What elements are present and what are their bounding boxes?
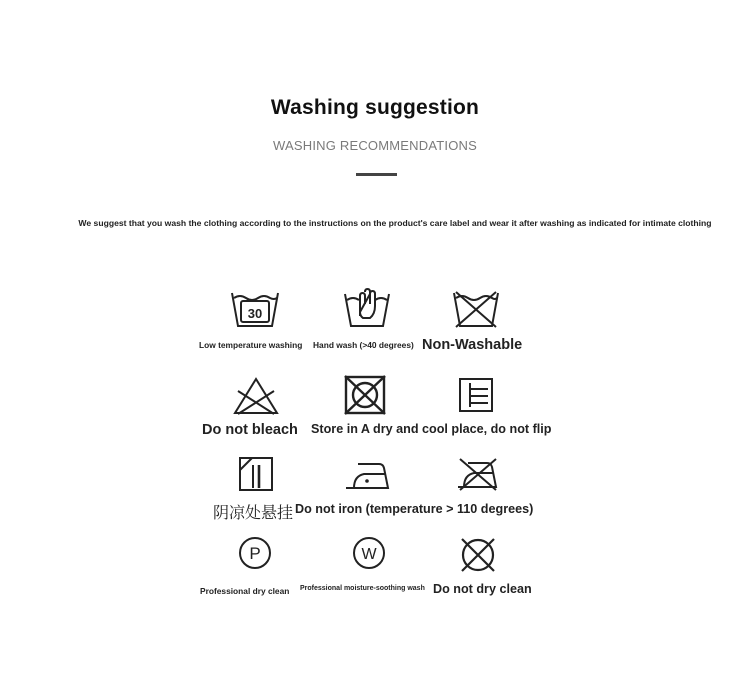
care-label: Professional moisture-soothing wash [300, 585, 425, 592]
title-divider [356, 173, 397, 176]
iron-low-icon [344, 462, 390, 490]
do-not-dry-clean-icon [458, 537, 498, 573]
care-label: Do not bleach [202, 422, 298, 438]
washtub-30-icon [230, 290, 280, 328]
wet-clean-letter: W [361, 546, 377, 563]
line-dry-icon [458, 377, 494, 413]
care-label: Do not iron (temperature > 110 degrees) [295, 502, 534, 516]
care-label: Low temperature washing [199, 340, 303, 350]
do-not-tumble-dry-icon [343, 375, 387, 415]
svg-text:30: 30 [247, 306, 263, 321]
care-label: Professional dry clean [200, 586, 290, 596]
drip-dry-shade-icon [238, 456, 274, 492]
wet-clean-w-icon [352, 536, 386, 570]
care-label: Do not dry clean [433, 582, 532, 596]
page-title: Washing suggestion [270, 96, 480, 119]
care-label: Non-Washable [422, 337, 523, 353]
do-not-wash-icon [452, 290, 500, 328]
hand-wash-icon [343, 286, 391, 328]
dry-clean-p-icon [238, 536, 272, 570]
do-not-iron-icon [454, 457, 500, 491]
page-subtitle: WASHING RECOMMENDATIONS [273, 138, 477, 153]
intro-text: We suggest that you wash the clothing according to the instructions on the product's care label and wear it after washing as indicated for intimate clothing [78, 218, 712, 228]
care-label: Hand wash (>40 degrees) [313, 340, 414, 350]
dry-clean-letter: P [249, 544, 261, 563]
care-label: 阴凉处悬挂 [213, 503, 294, 522]
care-label: Store in A dry and cool place, do not flip [311, 422, 552, 436]
do-not-bleach-icon [233, 377, 279, 415]
